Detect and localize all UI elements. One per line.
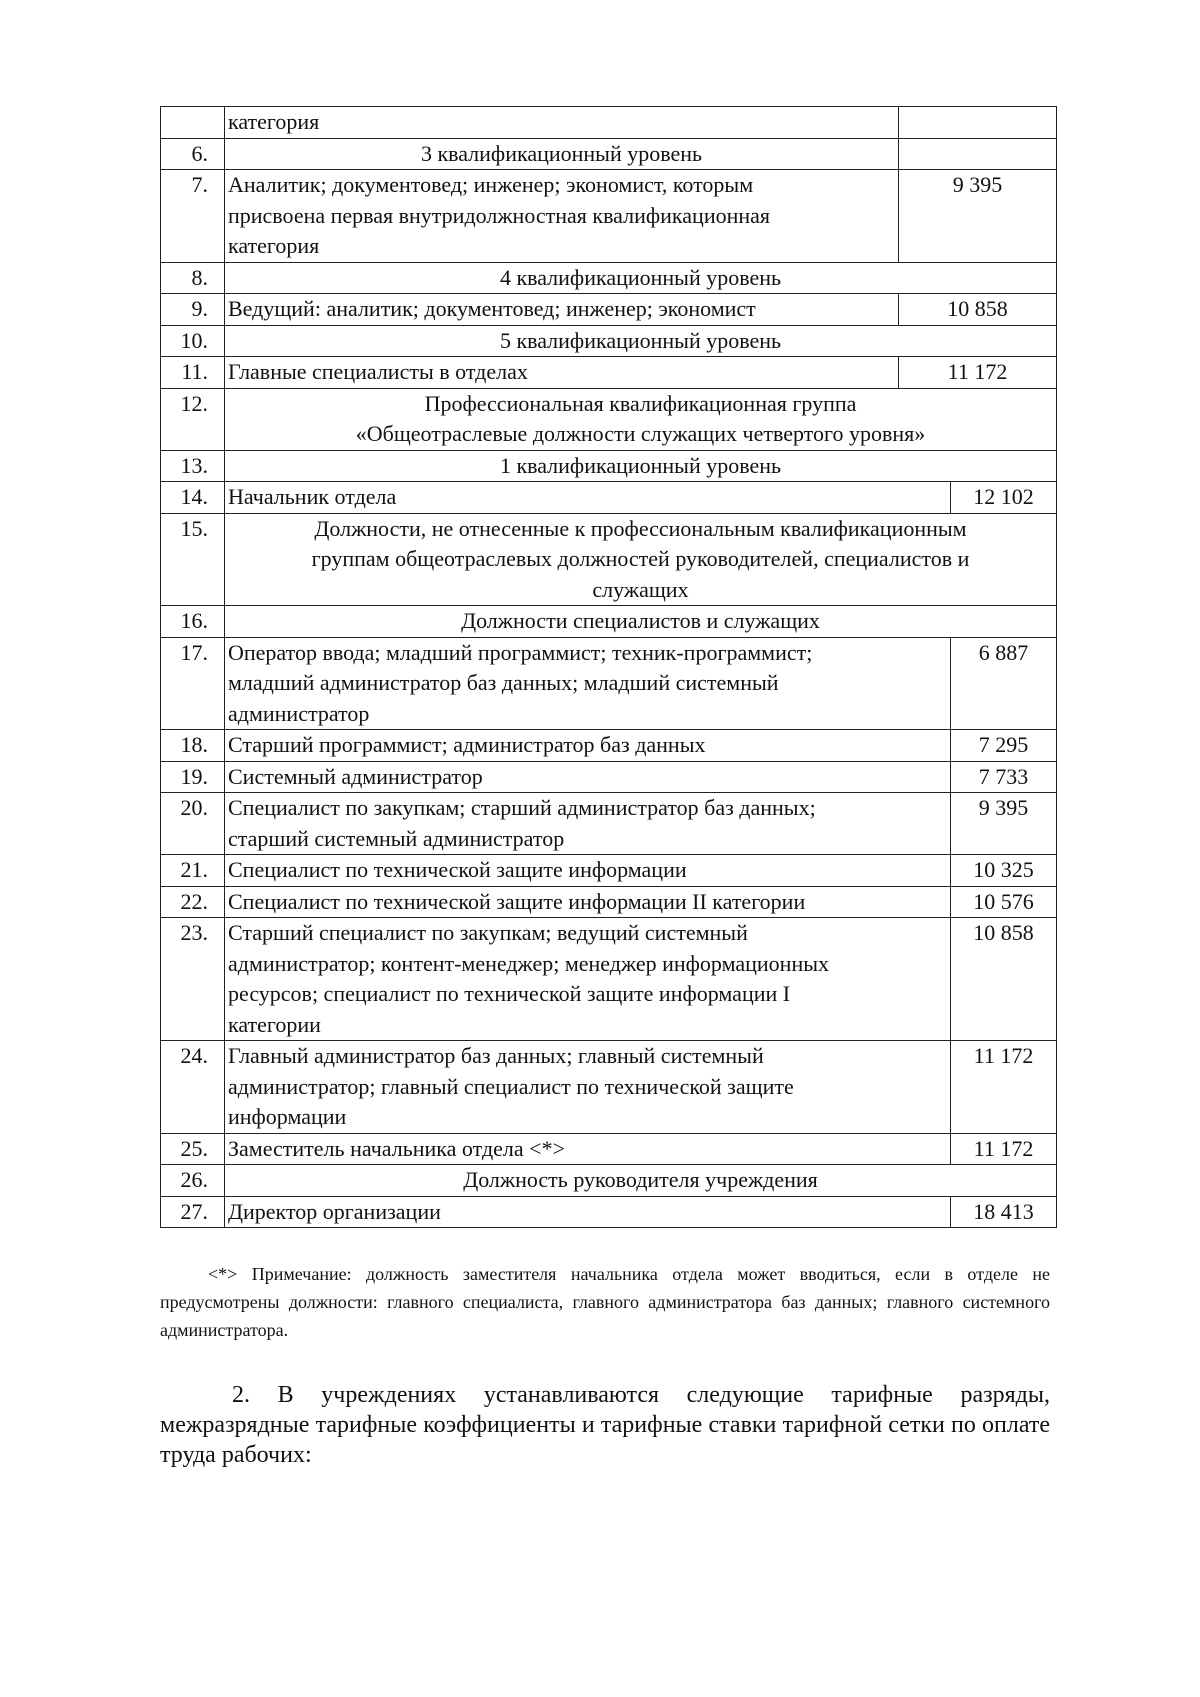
section-heading bbox=[225, 1165, 1057, 1196]
text-line: Профессиональная квалификационная группа bbox=[424, 390, 857, 416]
text-line: администратор; главный специалист по технической защите bbox=[228, 1073, 794, 1099]
text-line: младший администратор баз данных; младший системный bbox=[228, 670, 779, 695]
text-line: «Общеотраслевые должности служащих четвертого уровня» bbox=[355, 421, 926, 446]
salary-value: 7 295 bbox=[951, 730, 1057, 761]
text-line: категории bbox=[228, 1011, 321, 1037]
text-line: 4 квалификационный уровень bbox=[499, 264, 782, 290]
section-heading bbox=[225, 139, 899, 170]
row-number: 27. bbox=[161, 1197, 225, 1228]
text-line: Начальник отдела bbox=[228, 484, 397, 509]
paragraph-2: 2. В учреждениях устанавливаются следующие тарифные разряды, межразрядные тарифные коэффициенты и тарифные ставки тарифной сетки по оплате труда рабочих: bbox=[160, 1382, 1050, 1468]
table-row bbox=[161, 107, 1057, 139]
text-line: Оператор ввода; младший программист; техник-программист; bbox=[228, 639, 813, 665]
position-name bbox=[225, 730, 951, 761]
salary-value: 11 172 bbox=[951, 1134, 1057, 1165]
text-line: администратор; контент-менеджер; менеджер информационных bbox=[228, 950, 830, 976]
table-row bbox=[161, 855, 1057, 887]
text-line: Должность руководителя учреждения bbox=[463, 1167, 818, 1192]
text-line: категория bbox=[228, 109, 320, 134]
table-row bbox=[161, 263, 1057, 295]
text-line: администратор bbox=[228, 700, 370, 726]
position-name bbox=[225, 793, 951, 854]
row-number: 6. bbox=[161, 139, 225, 170]
row-number: 26. bbox=[161, 1165, 225, 1196]
row-number: 19. bbox=[161, 762, 225, 793]
text-line: Специалист по закупкам; старший администратор баз данных; bbox=[228, 795, 816, 820]
row-number: 17. bbox=[161, 638, 225, 730]
salary-value: 10 325 bbox=[951, 855, 1057, 886]
table-row bbox=[161, 918, 1057, 1041]
position-name bbox=[225, 1197, 951, 1228]
position-name bbox=[225, 762, 951, 793]
position-name bbox=[225, 887, 951, 918]
table-row bbox=[161, 887, 1057, 919]
position-name bbox=[225, 107, 899, 138]
row-number: 20. bbox=[161, 793, 225, 854]
row-number: 14. bbox=[161, 482, 225, 513]
text-line: Специалист по технической защите информации II категории bbox=[228, 888, 806, 914]
text-line: Ведущий: аналитик; документовед; инженер; экономист bbox=[228, 296, 756, 321]
salary-value: 10 576 bbox=[951, 887, 1057, 918]
position-name bbox=[225, 482, 951, 513]
row-number: 15. bbox=[161, 514, 225, 606]
row-number: 16. bbox=[161, 606, 225, 637]
salary-value: 9 395 bbox=[899, 170, 1057, 262]
table-row bbox=[161, 606, 1057, 638]
table-row bbox=[161, 638, 1057, 731]
text-line: Должности специалистов и служащих bbox=[461, 608, 820, 633]
text-line: Старший специалист по закупкам; ведущий системный bbox=[228, 920, 748, 945]
salary-value bbox=[899, 107, 1057, 138]
salary-value: 18 413 bbox=[951, 1197, 1057, 1228]
text-line: Заместитель начальника отдела <*> bbox=[228, 1135, 565, 1161]
salary-value: 6 887 bbox=[951, 638, 1057, 730]
row-number: 23. bbox=[161, 918, 225, 1040]
row-number: 22. bbox=[161, 887, 225, 918]
table-row bbox=[161, 1041, 1057, 1134]
salary-value: 11 172 bbox=[951, 1041, 1057, 1133]
table-row bbox=[161, 1197, 1057, 1229]
text-line: Системный администратор bbox=[228, 763, 483, 789]
table-row bbox=[161, 139, 1057, 171]
row-number: 11. bbox=[161, 357, 225, 388]
position-name bbox=[225, 638, 951, 730]
row-number: 7. bbox=[161, 170, 225, 262]
row-number: 24. bbox=[161, 1041, 225, 1133]
text-line: Директор организации bbox=[228, 1198, 441, 1224]
text-line: старший системный администратор bbox=[228, 825, 565, 851]
row-number: 10. bbox=[161, 326, 225, 357]
text-line: группам общеотраслевых должностей руководителей, специалистов и bbox=[311, 546, 970, 571]
row-number: 18. bbox=[161, 730, 225, 761]
text-line: Главный администратор баз данных; главный системный bbox=[228, 1043, 764, 1068]
text-line: ресурсов; специалист по технической защите информации I bbox=[228, 981, 791, 1006]
position-name bbox=[225, 170, 899, 262]
salary-value: 12 102 bbox=[951, 482, 1057, 513]
section-heading bbox=[225, 389, 1057, 450]
salary-value: 10 858 bbox=[951, 918, 1057, 1040]
table-row bbox=[161, 514, 1057, 607]
text-line: Старший программист; администратор баз данных bbox=[228, 732, 706, 757]
row-number: 8. bbox=[161, 263, 225, 294]
text-line: присвоена первая внутридолжностная квалификационная bbox=[228, 202, 771, 228]
text-line: 5 квалификационный уровень bbox=[499, 327, 782, 353]
row-number: 25. bbox=[161, 1134, 225, 1165]
text-line: Главные специалисты в отделах bbox=[228, 359, 528, 384]
salary-value: 9 395 bbox=[951, 793, 1057, 854]
position-name bbox=[225, 1041, 951, 1133]
footnote: <*> Примечание: должность заместителя начальника отдела может вводиться, если в отделе не предусмотрены должности: главного специалиста, главного администратора баз данных; главного системного администратора. bbox=[160, 1264, 1050, 1340]
table-row bbox=[161, 1165, 1057, 1197]
row-number bbox=[161, 107, 225, 138]
row-number: 12. bbox=[161, 389, 225, 450]
section-heading bbox=[225, 606, 1057, 637]
section-heading bbox=[225, 451, 1057, 482]
text-line: служащих bbox=[592, 576, 689, 602]
text-line: Должности, не отнесенные к профессиональным квалификационным bbox=[314, 515, 967, 541]
salary-value: 10 858 bbox=[899, 294, 1057, 325]
table-row bbox=[161, 730, 1057, 762]
table-row bbox=[161, 1134, 1057, 1166]
table-row bbox=[161, 389, 1057, 451]
salary-table bbox=[160, 106, 1057, 1228]
table-row bbox=[161, 170, 1057, 263]
salary-value bbox=[899, 139, 1057, 170]
position-name bbox=[225, 357, 899, 388]
salary-value: 11 172 bbox=[899, 357, 1057, 388]
row-number: 9. bbox=[161, 294, 225, 325]
position-name bbox=[225, 294, 899, 325]
text-line: Специалист по технической защите информации bbox=[228, 857, 687, 882]
table-row bbox=[161, 762, 1057, 794]
section-heading bbox=[225, 514, 1057, 606]
text-line: Аналитик; документовед; инженер; экономист, которым bbox=[228, 172, 754, 197]
section-heading bbox=[225, 326, 1057, 357]
table-row bbox=[161, 482, 1057, 514]
table-row bbox=[161, 357, 1057, 389]
salary-value: 7 733 bbox=[951, 762, 1057, 793]
text-line: информации bbox=[228, 1104, 347, 1129]
text-line: категория bbox=[228, 233, 320, 258]
table-row bbox=[161, 294, 1057, 326]
row-number: 13. bbox=[161, 451, 225, 482]
row-number: 21. bbox=[161, 855, 225, 886]
position-name bbox=[225, 918, 951, 1040]
position-name bbox=[225, 1134, 951, 1165]
text-line: 1 квалификационный уровень bbox=[499, 452, 782, 478]
section-heading bbox=[225, 263, 1057, 294]
table-row bbox=[161, 326, 1057, 358]
text-line: 3 квалификационный уровень bbox=[420, 140, 703, 166]
table-row bbox=[161, 793, 1057, 855]
table-row bbox=[161, 451, 1057, 483]
position-name bbox=[225, 855, 951, 886]
